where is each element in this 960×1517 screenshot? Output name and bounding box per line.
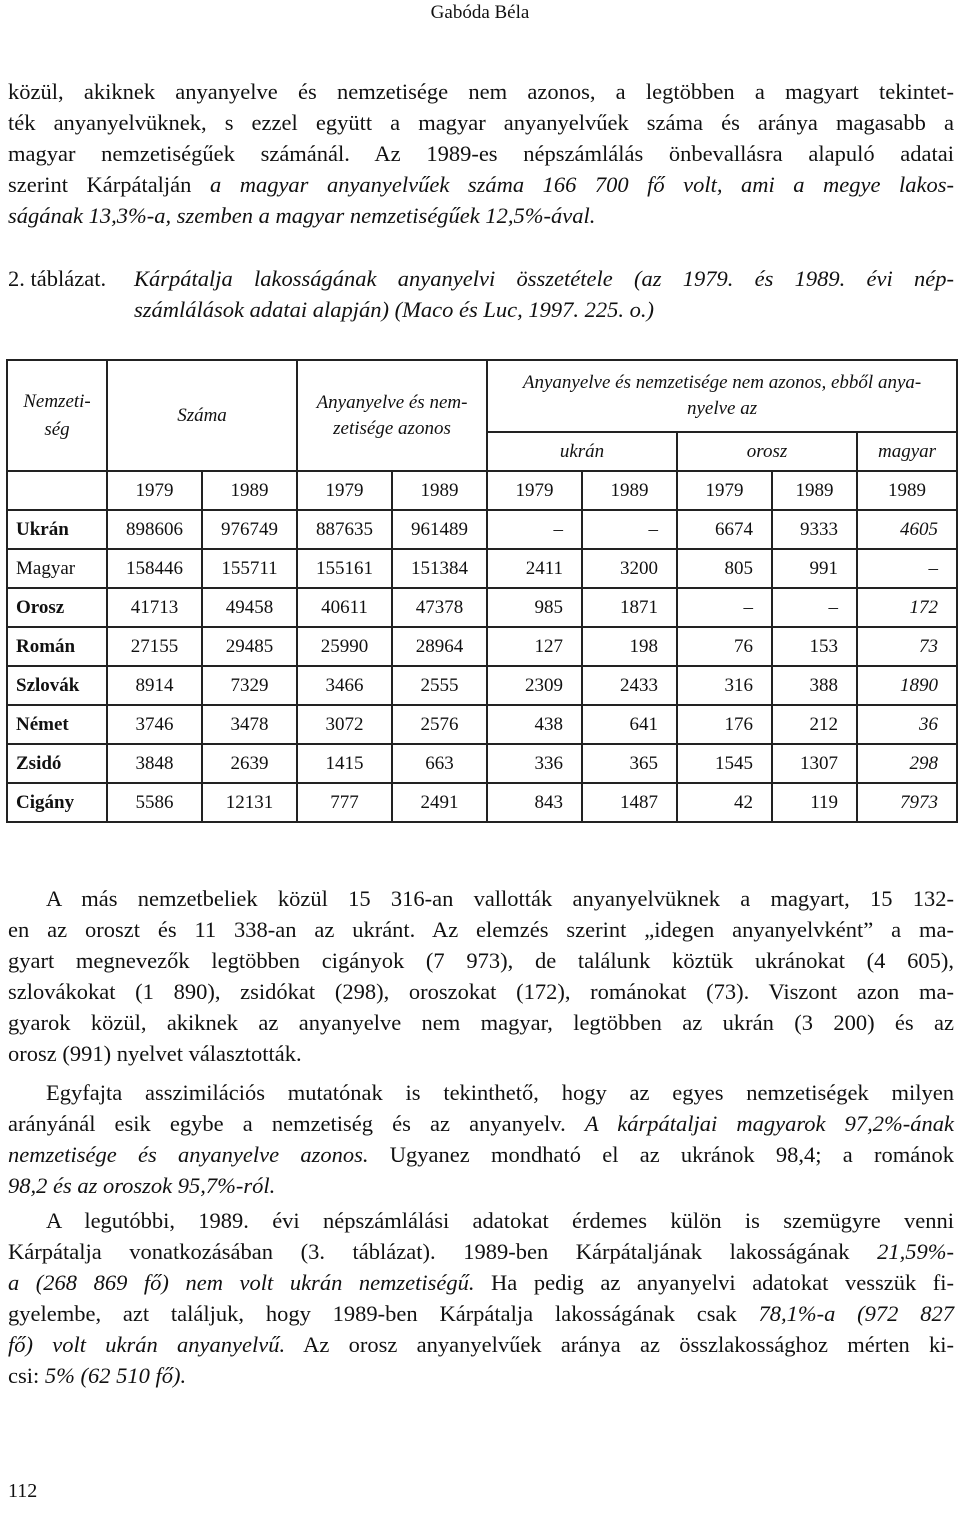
year-cell: 1989 (582, 471, 677, 510)
table-cell: 198 (582, 627, 677, 666)
table-cell: 3848 (107, 744, 202, 783)
table-cell: 153 (772, 627, 857, 666)
table-cell: 119 (772, 783, 857, 822)
italic-span: ságának 13,3%-a, szemben a magyar nemzetiségűek 12,5%-ával. (8, 203, 596, 228)
caption-label: 2. táblázat. (8, 266, 107, 291)
table-cell: 47378 (392, 588, 487, 627)
row-label: Szlovák (7, 666, 107, 705)
table-row (7, 510, 957, 549)
row-label: Zsidó (7, 744, 107, 783)
body-paragraph-2 (8, 1077, 954, 1201)
header-text: Anyanyelve és nemzetisége nem azonos, ebből anya- (522, 372, 922, 393)
table-cell: 7973 (857, 783, 957, 822)
table-cell: 976749 (202, 510, 297, 549)
row-label: Orosz (7, 588, 107, 627)
text-line: szlovákokat (1 890), zsidókat (298), oroszokat (172), románokat (73). Viszont azon ma- (8, 979, 954, 1004)
table-body (7, 510, 957, 822)
row-label: Román (7, 627, 107, 666)
year-cell: 1989 (857, 471, 957, 510)
text-line (8, 1139, 954, 1170)
text-line: ték anyanyelvüknek, s ezzel együtt a magyar anyanyelvűek száma és aránya magasabb a (8, 110, 954, 135)
text-line (8, 1108, 954, 1139)
row-label: Német (7, 705, 107, 744)
table-cell: 663 (392, 744, 487, 783)
text-line: közül, akiknek anyanyelve és nemzetisége nem azonos, a legtöbben a magyart tekintet- (8, 79, 954, 104)
subheader-orosz: orosz (677, 432, 857, 471)
italic-span: a (268 869 fő) nem volt ukrán nemzetiségű. (8, 1270, 475, 1295)
body-paragraph-1 (8, 883, 954, 1069)
text-line (8, 1298, 954, 1329)
text-line: A legutóbbi, 1989. évi népszámlálási adatokat érdemes külön is szemügyre venni (46, 1208, 954, 1233)
text-line: A más nemzetbeliek közül 15 316-an vallották anyanyelvüknek a magyart, 15 132- (46, 886, 954, 911)
table-cell: 641 (582, 705, 677, 744)
table-cell: 42 (677, 783, 772, 822)
table-cell: 1487 (582, 783, 677, 822)
table-cell: 438 (487, 705, 582, 744)
text-span: csi: (8, 1363, 45, 1388)
caption-text: Kárpátalja lakosságának anyanyelvi összetétele (az 1979. és 1989. évi nép- (134, 266, 954, 291)
table-row (7, 549, 957, 588)
year-cell-empty (7, 471, 107, 510)
table-cell: 29485 (202, 627, 297, 666)
table-cell: 76 (677, 627, 772, 666)
table-row (7, 783, 957, 822)
table-cell: 985 (487, 588, 582, 627)
subheader-ukran: ukrán (487, 432, 677, 471)
italic-span: 78,1%-a (972 827 (758, 1301, 954, 1326)
table-cell: 3466 (297, 666, 392, 705)
table-cell: 212 (772, 705, 857, 744)
table-cell: 1871 (582, 588, 677, 627)
italic-span: nemzetisége és anyanyelve azonos. (8, 1142, 369, 1167)
text-line (8, 1360, 954, 1391)
subheader-magyar: magyar (857, 432, 957, 471)
table-cell: 12131 (202, 783, 297, 822)
table-cell: 2309 (487, 666, 582, 705)
table-cell: 151384 (392, 549, 487, 588)
table-cell: 40611 (297, 588, 392, 627)
table-cell: 961489 (392, 510, 487, 549)
table-cell: – (582, 510, 677, 549)
year-cell: 1989 (772, 471, 857, 510)
table-cell: 7329 (202, 666, 297, 705)
row-label: Magyar (7, 549, 107, 588)
body-paragraph-3 (8, 1205, 954, 1391)
table-cell: 3200 (582, 549, 677, 588)
table-cell: 5586 (107, 783, 202, 822)
row-label: Ukrán (7, 510, 107, 549)
text-span: Ugyanez mondható el az ukránok 98,4; a románok (368, 1142, 955, 1167)
table-cell: 316 (677, 666, 772, 705)
row-label: Cigány (7, 783, 107, 822)
table-cell: 388 (772, 666, 857, 705)
text-line: en az oroszt és 11 338-an az ukránt. Az elemzés szerint „idegen anyanyelvként” a ma- (8, 917, 954, 942)
text-span: Ha pedig az anyanyelvi adatokat vesszük fi- (474, 1270, 954, 1295)
text-span: gyelembe, azt találjuk, hogy 1989-ben Kárpátalja lakosságának csak (8, 1301, 759, 1326)
table-cell: – (677, 588, 772, 627)
intro-paragraph (8, 76, 954, 231)
year-cell: 1979 (107, 471, 202, 510)
header-same (297, 360, 487, 471)
table-cell: 9333 (772, 510, 857, 549)
table-cell: 2491 (392, 783, 487, 822)
text-line: magyar nemzetiségűek számánál. Az 1989-es népszámlálás önbevallásra alapuló adatai (8, 141, 954, 166)
text-line: gyarok közül, akiknek az anyanyelve nem magyar, legtöbben az ukrán (3 200) és az (8, 1010, 954, 1035)
text-line (8, 1170, 954, 1201)
table-cell: 365 (582, 744, 677, 783)
italic-span: A kárpátaljai magyarok 97,2%-ának (584, 1111, 954, 1136)
text-line (8, 200, 954, 231)
year-cell: 1979 (487, 471, 582, 510)
table-cell: 2411 (487, 549, 582, 588)
table-cell: – (772, 588, 857, 627)
table-row (7, 705, 957, 744)
table-cell: 41713 (107, 588, 202, 627)
text-line: Egyfajta asszimilációs mutatónak is tekinthető, hogy az egyes nemzetiségek milyen (46, 1080, 954, 1105)
table-row (7, 588, 957, 627)
table-cell: 1307 (772, 744, 857, 783)
header-text: nyelve az (686, 398, 758, 419)
table-header-row (7, 360, 957, 432)
header-count: Száma (107, 360, 297, 471)
text-line (8, 1236, 954, 1267)
italic-span: fő) volt ukrán anyanyelvű. (8, 1332, 286, 1357)
table-cell: 8914 (107, 666, 202, 705)
header-nationality (7, 360, 107, 471)
header-text: ség (44, 418, 70, 440)
table-cell: 127 (487, 627, 582, 666)
table-row (7, 666, 957, 705)
text-span: Az orosz anyanyelvűek aránya az összlakossághoz mérten ki- (285, 1332, 954, 1357)
year-cell: 1989 (202, 471, 297, 510)
table-cell: 1545 (677, 744, 772, 783)
table-cell: 6674 (677, 510, 772, 549)
table-cell: 2433 (582, 666, 677, 705)
table-row (7, 627, 957, 666)
year-cell: 1979 (677, 471, 772, 510)
table-cell: 2639 (202, 744, 297, 783)
text-span: Kárpátalja vonatkozásában (3. táblázat). 1989-ben Kárpátaljának lakosságának (8, 1239, 878, 1264)
table-cell: 4605 (857, 510, 957, 549)
table-cell: 887635 (297, 510, 392, 549)
italic-span: 21,59%- (877, 1239, 954, 1264)
year-cell: 1989 (392, 471, 487, 510)
language-table (6, 359, 958, 823)
table-cell: 991 (772, 549, 857, 588)
italic-span: 98,2 és az oroszok 95,7%-ról. (8, 1173, 276, 1198)
table-row (7, 744, 957, 783)
table-cell: 176 (677, 705, 772, 744)
table-cell: 155161 (297, 549, 392, 588)
italic-span: a magyar anyanyelvűek száma 166 700 fő volt, ami a megye lakos- (209, 172, 955, 197)
table-cell: – (857, 549, 957, 588)
table-cell: 158446 (107, 549, 202, 588)
table-cell: 843 (487, 783, 582, 822)
table-cell: 336 (487, 744, 582, 783)
table-cell: 27155 (107, 627, 202, 666)
table-cell: 3746 (107, 705, 202, 744)
header-text: Anyanyelve és nem- (316, 391, 468, 413)
text-line: orosz (991) nyelvet választották. (8, 1041, 302, 1066)
table-cell: 28964 (392, 627, 487, 666)
page-number: 112 (8, 1480, 38, 1502)
year-cell: 1979 (297, 471, 392, 510)
header-text: zetisége azonos (333, 417, 451, 439)
header-different (487, 360, 957, 432)
table-cell: 155711 (202, 549, 297, 588)
header-text: Nemzeti- (23, 390, 91, 412)
text-line (8, 1267, 954, 1298)
caption-text: számlálások adatai alapján) (Maco és Luc, 1997. 225. o.) (134, 297, 654, 322)
table-cell: 298 (857, 744, 957, 783)
table-cell: 36 (857, 705, 957, 744)
table-cell: 3478 (202, 705, 297, 744)
table-cell: 25990 (297, 627, 392, 666)
table-cell: 1890 (857, 666, 957, 705)
table-year-row (7, 471, 957, 510)
table-cell: 898606 (107, 510, 202, 549)
table-cell: 2555 (392, 666, 487, 705)
text-span: szerint Kárpátalján (8, 172, 210, 197)
text-line: gyart megnevezők legtöbben cigányok (7 973), de találunk köztük ukránokat (4 605), (8, 948, 954, 973)
italic-span: 5% (62 510 fő). (44, 1363, 187, 1388)
table-cell: 49458 (202, 588, 297, 627)
table-cell: 2576 (392, 705, 487, 744)
text-span: arányánál esik egybe a nemzetiség és az anyanyelv. (8, 1111, 585, 1136)
table-cell: 172 (857, 588, 957, 627)
text-line (8, 1329, 954, 1360)
running-header: Gabóda Béla (430, 2, 530, 23)
table-cell: 805 (677, 549, 772, 588)
table-cell: – (487, 510, 582, 549)
table-cell: 3072 (297, 705, 392, 744)
text-line (8, 169, 954, 200)
table-cell: 1415 (297, 744, 392, 783)
table-caption (8, 263, 954, 325)
table-cell: 777 (297, 783, 392, 822)
table-cell: 73 (857, 627, 957, 666)
